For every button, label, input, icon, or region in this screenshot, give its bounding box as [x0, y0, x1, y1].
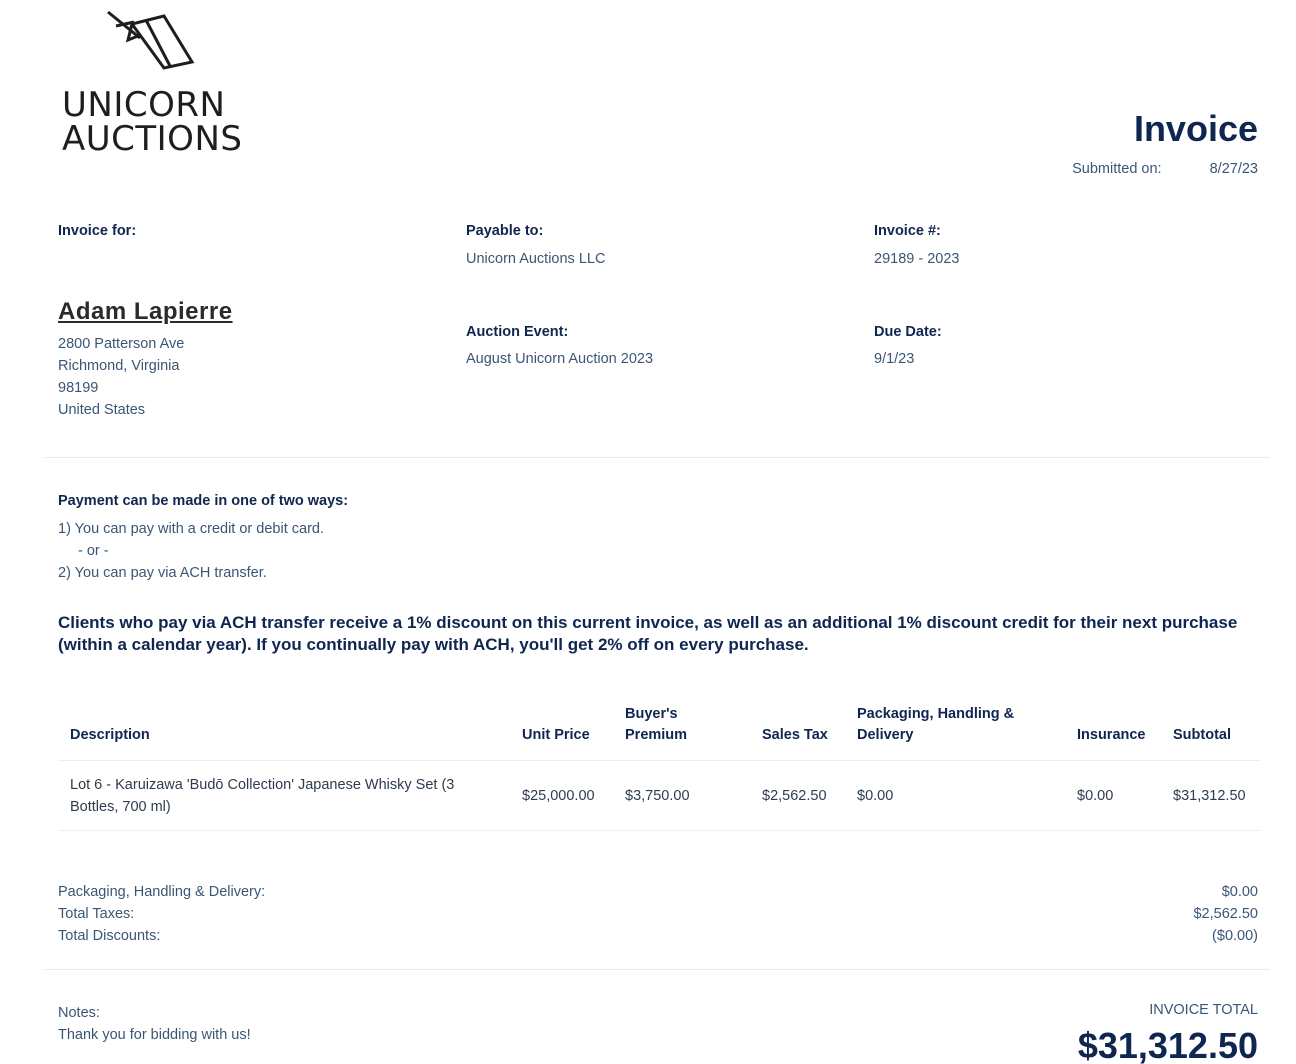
invoice-for-label: Invoice for:	[58, 223, 137, 239]
totals-summary	[58, 881, 1258, 947]
totals-row	[58, 881, 1258, 903]
due-date-label: Due Date:	[874, 324, 942, 340]
submitted-info	[1072, 161, 1258, 177]
unicorn-logo-icon	[106, 10, 196, 74]
line-items-table	[58, 704, 1260, 831]
invoice-total-label: INVOICE TOTAL	[1149, 1002, 1258, 1018]
discounts-total-label: Total Discounts:	[58, 928, 161, 944]
due-date-value: 9/1/23	[874, 351, 915, 367]
packaging-total-label: Packaging, Handling & Delivery:	[58, 884, 266, 900]
notes-section	[58, 1002, 251, 1046]
column-header-sales-tax: Sales Tax	[750, 704, 845, 761]
address-line: Richmond, Virginia	[58, 358, 180, 374]
cell-unit-price: $25,000.00	[510, 761, 613, 831]
auction-event-value: August Unicorn Auction 2023	[466, 351, 654, 367]
payment-methods	[58, 490, 348, 584]
payable-to-label: Payable to:	[466, 223, 544, 239]
divider	[44, 969, 1270, 970]
column-header-subtotal: Subtotal	[1161, 704, 1260, 761]
totals-row	[58, 925, 1258, 947]
notes-label: Notes:	[58, 1005, 100, 1021]
cell-description: Lot 6 - Karuizawa 'Budō Collection' Japanese Whisky Set (3 Bottles, 700 ml)	[58, 761, 510, 831]
submitted-date: 8/27/23	[1209, 161, 1258, 177]
address-line: 98199	[58, 380, 99, 396]
logo-line-2: AUCTIONS	[62, 119, 243, 159]
taxes-total-value: $2,562.50	[1193, 906, 1258, 922]
logo-wordmark	[62, 85, 243, 159]
column-header-insurance: Insurance	[1065, 704, 1161, 761]
ach-discount-note: Clients who pay via ACH transfer receive a 1% discount on this current invoice, as well as an additional 1% discount credit for their next purchase (within a calendar year). If you continually pay with ACH, you'll get 2% off on every purchase.	[58, 613, 1238, 654]
client-name: Adam Lapierre	[58, 298, 233, 325]
cell-sales-tax: $2,562.50	[750, 761, 845, 831]
invoice-number-value: 29189 - 2023	[874, 251, 960, 267]
cell-insurance: $0.00	[1065, 761, 1161, 831]
notes-text: Thank you for bidding with us!	[58, 1027, 251, 1043]
totals-row	[58, 903, 1258, 925]
payable-to-value: Unicorn Auctions LLC	[466, 251, 606, 267]
column-header-description: Description	[58, 704, 510, 761]
address-line: 2800 Patterson Ave	[58, 336, 185, 352]
payment-option-1: 1) You can pay with a credit or debit card.	[58, 521, 324, 537]
payment-option-2: 2) You can pay via ACH transfer.	[58, 565, 267, 581]
discounts-total-value: ($0.00)	[1212, 928, 1258, 944]
column-header-buyers-premium: Buyer's Premium	[613, 704, 750, 761]
submitted-label: Submitted on:	[1072, 161, 1162, 177]
page-title: Invoice	[1133, 108, 1258, 149]
address-line: United States	[58, 402, 146, 418]
payment-separator: - or -	[78, 543, 109, 559]
table-header-row	[58, 704, 1260, 761]
taxes-total-label: Total Taxes:	[58, 906, 135, 922]
column-header-unit-price: Unit Price	[510, 704, 613, 761]
logo-line-1: UNICORN	[62, 85, 226, 125]
invoice-total-amount: $31,312.50	[1077, 1025, 1258, 1064]
auction-event-label: Auction Event:	[466, 324, 569, 340]
client-address	[58, 333, 184, 421]
payment-heading: Payment can be made in one of two ways:	[58, 493, 349, 509]
invoice-number-label: Invoice #:	[874, 223, 941, 239]
packaging-total-value: $0.00	[1221, 884, 1258, 900]
cell-packaging: $0.00	[845, 761, 1065, 831]
table-row	[58, 761, 1260, 831]
cell-buyers-premium: $3,750.00	[613, 761, 750, 831]
column-header-packaging: Packaging, Handling & Delivery	[845, 704, 1065, 761]
cell-subtotal: $31,312.50	[1161, 761, 1260, 831]
divider	[44, 457, 1270, 458]
